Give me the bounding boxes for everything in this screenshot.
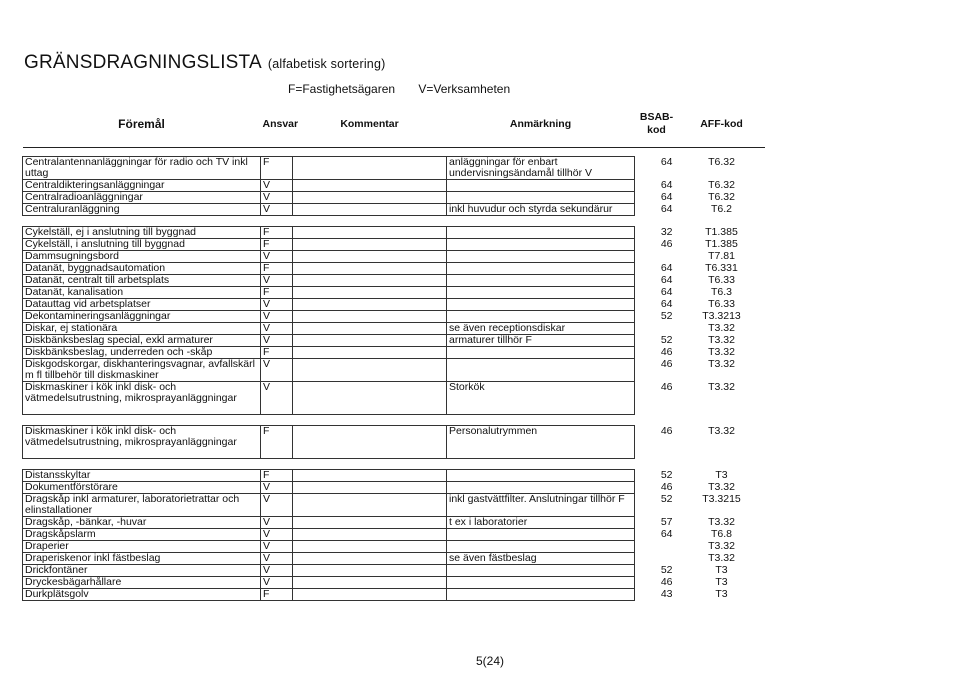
bsab-cell: 64	[660, 202, 673, 215]
kommentar-cell	[293, 529, 447, 541]
bsab-cell: 46	[660, 424, 673, 437]
ansvar-cell: F	[261, 227, 293, 239]
aff-cell: T3	[715, 587, 728, 600]
anmarkning-cell: armaturer tillhör F	[447, 335, 635, 347]
table-header-row	[23, 101, 765, 148]
ansvar-cell: F	[261, 426, 293, 459]
item-cell: Distansskyltar	[23, 470, 261, 482]
anmarkning-cell	[447, 529, 635, 541]
spacer-cell	[23, 415, 261, 426]
kommentar-cell	[293, 239, 447, 251]
bsab-cell: 46	[660, 480, 673, 493]
bsab-cell: 46	[660, 357, 673, 370]
table-row	[23, 382, 765, 415]
kommentar-cell	[293, 577, 447, 589]
item-cell: Centraldikteringsanläggningar	[23, 180, 261, 192]
aff-cell: T1.385	[705, 237, 738, 250]
kommentar-cell	[293, 553, 447, 565]
anmarkning-cell	[447, 541, 635, 553]
item-cell: Datauttag vid arbetsplatser	[23, 299, 261, 311]
anmarkning-cell	[447, 227, 635, 239]
item-cell: Diskbänksbeslag, underreden och -skåp	[23, 347, 261, 359]
aff-cell: T6.3	[710, 285, 732, 298]
kommentar-cell	[293, 311, 447, 323]
aff-cell: T6.32	[708, 190, 735, 203]
bsab-cell: 64	[660, 178, 673, 191]
item-cell: Dekontamineringsanläggningar	[23, 311, 261, 323]
table-row	[23, 426, 765, 459]
kommentar-cell	[293, 299, 447, 311]
ansvar-cell: V	[261, 482, 293, 494]
table-row	[23, 180, 765, 192]
spacer-cell	[447, 216, 635, 227]
spacer-cell	[293, 216, 447, 227]
aff-cell: T3.32	[708, 345, 735, 358]
anmarkning-cell	[447, 275, 635, 287]
bsab-cell: 64	[660, 155, 673, 168]
aff-cell: T3.32	[708, 480, 735, 493]
table-row	[23, 565, 765, 577]
bsab-cell: 52	[660, 309, 673, 322]
aff-cell: T3	[715, 563, 728, 576]
table-row	[23, 529, 765, 541]
item-cell: Cykelställ, ej i anslutning till byggnad	[23, 227, 261, 239]
bsab-cell: 46	[660, 237, 673, 250]
table-row	[23, 251, 765, 263]
kommentar-cell	[293, 382, 447, 415]
kommentar-cell	[293, 204, 447, 216]
ansvar-cell: V	[261, 494, 293, 517]
aff-cell: T3	[715, 575, 728, 588]
aff-cell: T7.81	[708, 249, 735, 262]
kommentar-cell	[293, 589, 447, 601]
group-spacer	[23, 216, 765, 227]
title-text: GRÄNSDRAGNINGSLISTA	[24, 52, 262, 73]
anmarkning-cell: t ex i laboratorier	[447, 517, 635, 529]
table-row	[23, 335, 765, 347]
bsab-cell: 52	[660, 492, 673, 505]
ansvar-cell: V	[261, 192, 293, 204]
kommentar-cell	[293, 275, 447, 287]
bsab-cell: 64	[660, 261, 673, 274]
group-spacer	[23, 415, 765, 426]
table-row	[23, 227, 765, 239]
title-subtitle: (alfabetisk sortering)	[267, 57, 386, 71]
ansvar-cell: F	[261, 239, 293, 251]
bsab-cell	[635, 323, 679, 335]
bsab-cell: 43	[660, 587, 673, 600]
kommentar-cell	[293, 323, 447, 335]
spacer-cell	[447, 459, 635, 470]
legend-f: F=Fastighetsägaren	[288, 82, 396, 96]
kommentar-cell	[293, 251, 447, 263]
boundary-table	[22, 101, 765, 601]
bsab-cell: 52	[660, 563, 673, 576]
kommentar-cell	[293, 227, 447, 239]
item-cell: Centraluranläggning	[23, 204, 261, 216]
kommentar-cell	[293, 287, 447, 299]
spacer-cell	[635, 415, 679, 426]
spacer-cell	[679, 415, 765, 426]
col-header-ansvar: Ansvar	[261, 101, 293, 148]
item-cell: Centralantennanläggningar för radio och TV inkl uttag	[23, 157, 261, 180]
aff-cell: T6.33	[708, 273, 735, 286]
table-row	[23, 517, 765, 529]
aff-cell: T6.331	[705, 261, 738, 274]
anmarkning-cell	[447, 589, 635, 601]
aff-cell: T3.32	[708, 333, 735, 346]
anmarkning-cell	[447, 180, 635, 192]
table-row	[23, 359, 765, 382]
item-cell: Dokumentförstörare	[23, 482, 261, 494]
aff-cell: T6.8	[710, 527, 732, 540]
anmarkning-cell: se även receptionsdiskar	[447, 323, 635, 335]
spacer-cell	[23, 459, 261, 470]
table-row	[23, 299, 765, 311]
spacer-cell	[261, 216, 293, 227]
ansvar-cell: V	[261, 275, 293, 287]
item-cell: Durkplätsgolv	[23, 589, 261, 601]
table-body	[23, 148, 765, 601]
bsab-cell	[635, 251, 679, 263]
kommentar-cell	[293, 482, 447, 494]
ansvar-cell: V	[261, 299, 293, 311]
anmarkning-cell	[447, 347, 635, 359]
item-cell: Dragskåpslarm	[23, 529, 261, 541]
legend	[288, 82, 530, 96]
aff-cell: T3.32	[708, 539, 735, 552]
anmarkning-cell	[447, 263, 635, 275]
bsab-cell: 57	[660, 515, 673, 528]
bsab-cell: 52	[660, 333, 673, 346]
spacer-cell	[261, 415, 293, 426]
anmarkning-cell	[447, 299, 635, 311]
item-cell: Dryckesbägarhållare	[23, 577, 261, 589]
spacer-cell	[447, 415, 635, 426]
aff-cell: T3.32	[708, 515, 735, 528]
anmarkning-cell: Storkök	[447, 382, 635, 415]
group-spacer	[23, 459, 765, 470]
anmarkning-cell	[447, 470, 635, 482]
item-cell: Dammsugningsbord	[23, 251, 261, 263]
kommentar-cell	[293, 192, 447, 204]
aff-cell: T6.2	[710, 202, 732, 215]
ansvar-cell: V	[261, 565, 293, 577]
table-row	[23, 577, 765, 589]
aff-cell: T3.32	[708, 424, 735, 437]
anmarkning-cell	[447, 577, 635, 589]
table-row	[23, 470, 765, 482]
aff-cell: T1.385	[705, 225, 738, 238]
item-cell: Dragskåp, -bänkar, -huvar	[23, 517, 261, 529]
anmarkning-cell: inkl huvudur och styrda sekundärur	[447, 204, 635, 216]
spacer-cell	[635, 216, 679, 227]
col-header-foremal: Föremål	[23, 101, 261, 148]
aff-cell: T3.3213	[702, 309, 741, 322]
bsab-cell: 52	[660, 468, 673, 481]
kommentar-cell	[293, 565, 447, 577]
item-cell: Diskmaskiner i kök inkl disk- och vätmedelsutrustning, mikrosprayanläggningar	[23, 426, 261, 459]
table-row	[23, 275, 765, 287]
kommentar-cell	[293, 157, 447, 180]
spacer-cell	[293, 148, 447, 157]
ansvar-cell: F	[261, 589, 293, 601]
aff-cell: T3.32	[708, 551, 735, 564]
kommentar-cell	[293, 426, 447, 459]
aff-cell: T6.32	[708, 178, 735, 191]
ansvar-cell: V	[261, 517, 293, 529]
item-cell: Datanät, kanalisation	[23, 287, 261, 299]
table-row	[23, 263, 765, 275]
aff-cell: T3.32	[708, 357, 735, 370]
ansvar-cell: F	[261, 347, 293, 359]
page-number: 5(24)	[476, 654, 505, 668]
aff-cell: T3.32	[708, 380, 735, 393]
aff-cell: T3.32	[708, 321, 735, 334]
bsab-cell	[635, 541, 679, 553]
bsab-line1: BSAB-	[639, 111, 674, 123]
ansvar-cell: F	[261, 263, 293, 275]
anmarkning-cell	[447, 359, 635, 382]
bsab-cell: 46	[660, 380, 673, 393]
col-header-kommentar: Kommentar	[293, 101, 447, 148]
aff-cell: T6.33	[708, 297, 735, 310]
item-cell: Drickfontäner	[23, 565, 261, 577]
table-row	[23, 239, 765, 251]
bsab-cell	[635, 553, 679, 565]
kommentar-cell	[293, 470, 447, 482]
aff-cell: T6.32	[708, 155, 735, 168]
ansvar-cell: V	[261, 577, 293, 589]
ansvar-cell: V	[261, 553, 293, 565]
item-cell: Datanät, centralt till arbetsplats	[23, 275, 261, 287]
spacer-cell	[635, 459, 679, 470]
kommentar-cell	[293, 517, 447, 529]
page-title	[24, 52, 385, 74]
anmarkning-cell	[447, 251, 635, 263]
bsab-cell: 64	[660, 297, 673, 310]
col-header-anmarkning: Anmärkning	[447, 101, 635, 148]
anmarkning-cell	[447, 311, 635, 323]
ansvar-cell: V	[261, 382, 293, 415]
kommentar-cell	[293, 359, 447, 382]
aff-cell: T3	[715, 468, 728, 481]
ansvar-cell: F	[261, 470, 293, 482]
table-row	[23, 192, 765, 204]
item-cell: Centralradioanläggningar	[23, 192, 261, 204]
ansvar-cell: V	[261, 359, 293, 382]
item-cell: Dragskåp inkl armaturer, laboratorietrattar och elinstallationer	[23, 494, 261, 517]
kommentar-cell	[293, 494, 447, 517]
col-header-bsab	[635, 101, 679, 148]
kommentar-cell	[293, 180, 447, 192]
item-cell: Cykelställ, i anslutning till byggnad	[23, 239, 261, 251]
item-cell: Diskbänksbeslag special, exkl armaturer	[23, 335, 261, 347]
spacer-cell	[261, 459, 293, 470]
legend-v: V=Verksamheten	[418, 82, 511, 96]
item-cell: Draperiskenor inkl fästbeslag	[23, 553, 261, 565]
anmarkning-cell: anläggningar för enbart undervisningsändamål tillhör V	[447, 157, 635, 180]
col-header-aff: AFF-kod	[679, 101, 765, 148]
kommentar-cell	[293, 347, 447, 359]
anmarkning-cell	[447, 287, 635, 299]
table-row	[23, 494, 765, 517]
bsab-cell: 64	[660, 273, 673, 286]
anmarkning-cell	[447, 565, 635, 577]
ansvar-cell: V	[261, 180, 293, 192]
bsab-cell: 64	[660, 285, 673, 298]
anmarkning-cell: se även fästbeslag	[447, 553, 635, 565]
item-cell: Draperier	[23, 541, 261, 553]
table-row	[23, 323, 765, 335]
spacer-cell	[293, 459, 447, 470]
bsab-cell: 46	[660, 345, 673, 358]
aff-cell: T3.3215	[702, 492, 741, 505]
ansvar-cell: V	[261, 204, 293, 216]
item-cell: Diskar, ej stationära	[23, 323, 261, 335]
ansvar-cell: V	[261, 541, 293, 553]
table-row	[23, 347, 765, 359]
anmarkning-cell	[447, 239, 635, 251]
table-row	[23, 204, 765, 216]
table-row	[23, 482, 765, 494]
ansvar-cell: V	[261, 311, 293, 323]
bsab-cell: 46	[660, 575, 673, 588]
bsab-cell: 64	[660, 527, 673, 540]
kommentar-cell	[293, 263, 447, 275]
item-cell: Diskmaskiner i kök inkl disk- och vätmedelsutrustning, mikrosprayanläggningar	[23, 382, 261, 415]
table-row	[23, 553, 765, 565]
bsab-cell: 64	[660, 190, 673, 203]
ansvar-cell: F	[261, 157, 293, 180]
table-row	[23, 311, 765, 323]
table-row	[23, 589, 765, 601]
anmarkning-cell	[447, 192, 635, 204]
ansvar-cell: V	[261, 335, 293, 347]
anmarkning-cell: Personalutrymmen	[447, 426, 635, 459]
table-row	[23, 287, 765, 299]
bsab-cell: 32	[660, 225, 673, 238]
spacer-cell	[679, 459, 765, 470]
anmarkning-cell: inkl gastvättfilter. Anslutningar tillhör F	[447, 494, 635, 517]
ansvar-cell: V	[261, 251, 293, 263]
table-row	[23, 157, 765, 180]
ansvar-cell: V	[261, 529, 293, 541]
spacer-cell	[23, 216, 261, 227]
spacer-cell	[293, 415, 447, 426]
spacer-cell	[679, 216, 765, 227]
item-cell: Diskgodskorgar, diskhanteringsvagnar, avfallskärl m fl tillbehör till diskmaskiner	[23, 359, 261, 382]
table-row	[23, 541, 765, 553]
ansvar-cell: V	[261, 323, 293, 335]
bsab-line2: kod	[647, 124, 666, 136]
kommentar-cell	[293, 335, 447, 347]
item-cell: Datanät, byggnadsautomation	[23, 263, 261, 275]
kommentar-cell	[293, 541, 447, 553]
anmarkning-cell	[447, 482, 635, 494]
ansvar-cell: F	[261, 287, 293, 299]
